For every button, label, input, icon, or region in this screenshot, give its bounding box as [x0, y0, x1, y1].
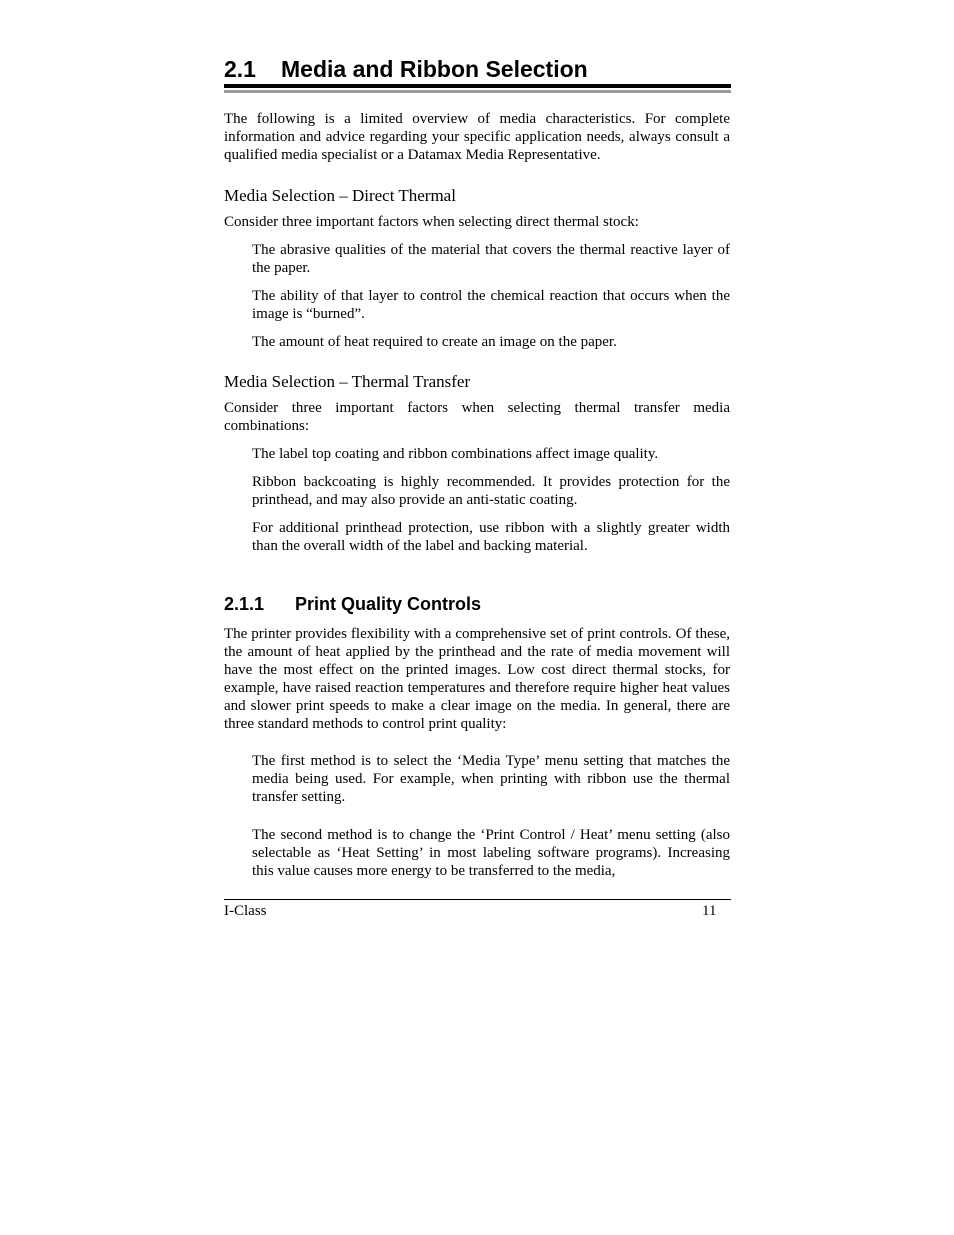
footer-product: I-Class — [224, 903, 267, 919]
print-quality-method: The first method is to select the ‘Media Type’ menu setting that matches the media being used. For example, when printing with ribbon use the thermal transfer setting. — [252, 753, 730, 805]
section-number: 2.1 — [224, 56, 256, 82]
print-quality-method: The second method is to change the ‘Print Control / Heat’ menu setting (also selectable as ‘Heat Setting’ in most labeling software programs). Increasing this value causes more energy to be transferred to the media, — [252, 827, 730, 879]
direct-thermal-item: The ability of that layer to control the chemical reaction that occurs when the image is “burned”. — [252, 288, 730, 322]
subsection-number: 2.1.1 — [224, 594, 265, 614]
section-heading — [224, 55, 731, 83]
thermal-transfer-item: For additional printhead protection, use ribbon with a slightly greater width than the overall width of the label and backing material. — [252, 520, 730, 554]
subsection-heading — [224, 593, 481, 615]
direct-thermal-item: The amount of heat required to create an image on the paper. — [252, 334, 617, 350]
print-quality-paragraph: The printer provides flexibility with a comprehensive set of print controls. Of these, the amount of heat applied by the printhead and the rate of media movement will have the most effect on the printed images. Low cost direct thermal stocks, for example, have raised reaction temperatures and therefore require higher heat values and slower print speeds to make a clear image on the media. In general, there are three standard methods to control print quality: — [224, 626, 730, 732]
footer-rule — [224, 899, 731, 900]
heading-rule-thick — [224, 84, 731, 88]
direct-thermal-item: The abrasive qualities of the material that covers the thermal reactive layer of the paper. — [252, 242, 730, 276]
section-title: Media and Ribbon Selection — [281, 56, 588, 82]
direct-thermal-heading: Media Selection – Direct Thermal — [224, 186, 456, 205]
intro-paragraph: The following is a limited overview of media characteristics. For complete information and advice regarding your specific application needs, always consult a qualified media specialist or a Datamax Media Representative. — [224, 111, 730, 163]
subsection-title: Print Quality Controls — [295, 594, 482, 614]
thermal-transfer-item: Ribbon backcoating is highly recommended. It provides protection for the printhead, and may also provide an anti-static coating. — [252, 474, 730, 508]
direct-thermal-lead: Consider three important factors when selecting direct thermal stock: — [224, 214, 639, 230]
thermal-transfer-item: The label top coating and ribbon combinations affect image quality. — [252, 446, 659, 462]
footer-page-number: 11 — [702, 903, 717, 919]
thermal-transfer-lead: Consider three important factors when selecting thermal transfer media combinations: — [224, 400, 730, 434]
heading-rule-thin — [224, 90, 731, 93]
thermal-transfer-heading: Media Selection – Thermal Transfer — [224, 372, 471, 391]
